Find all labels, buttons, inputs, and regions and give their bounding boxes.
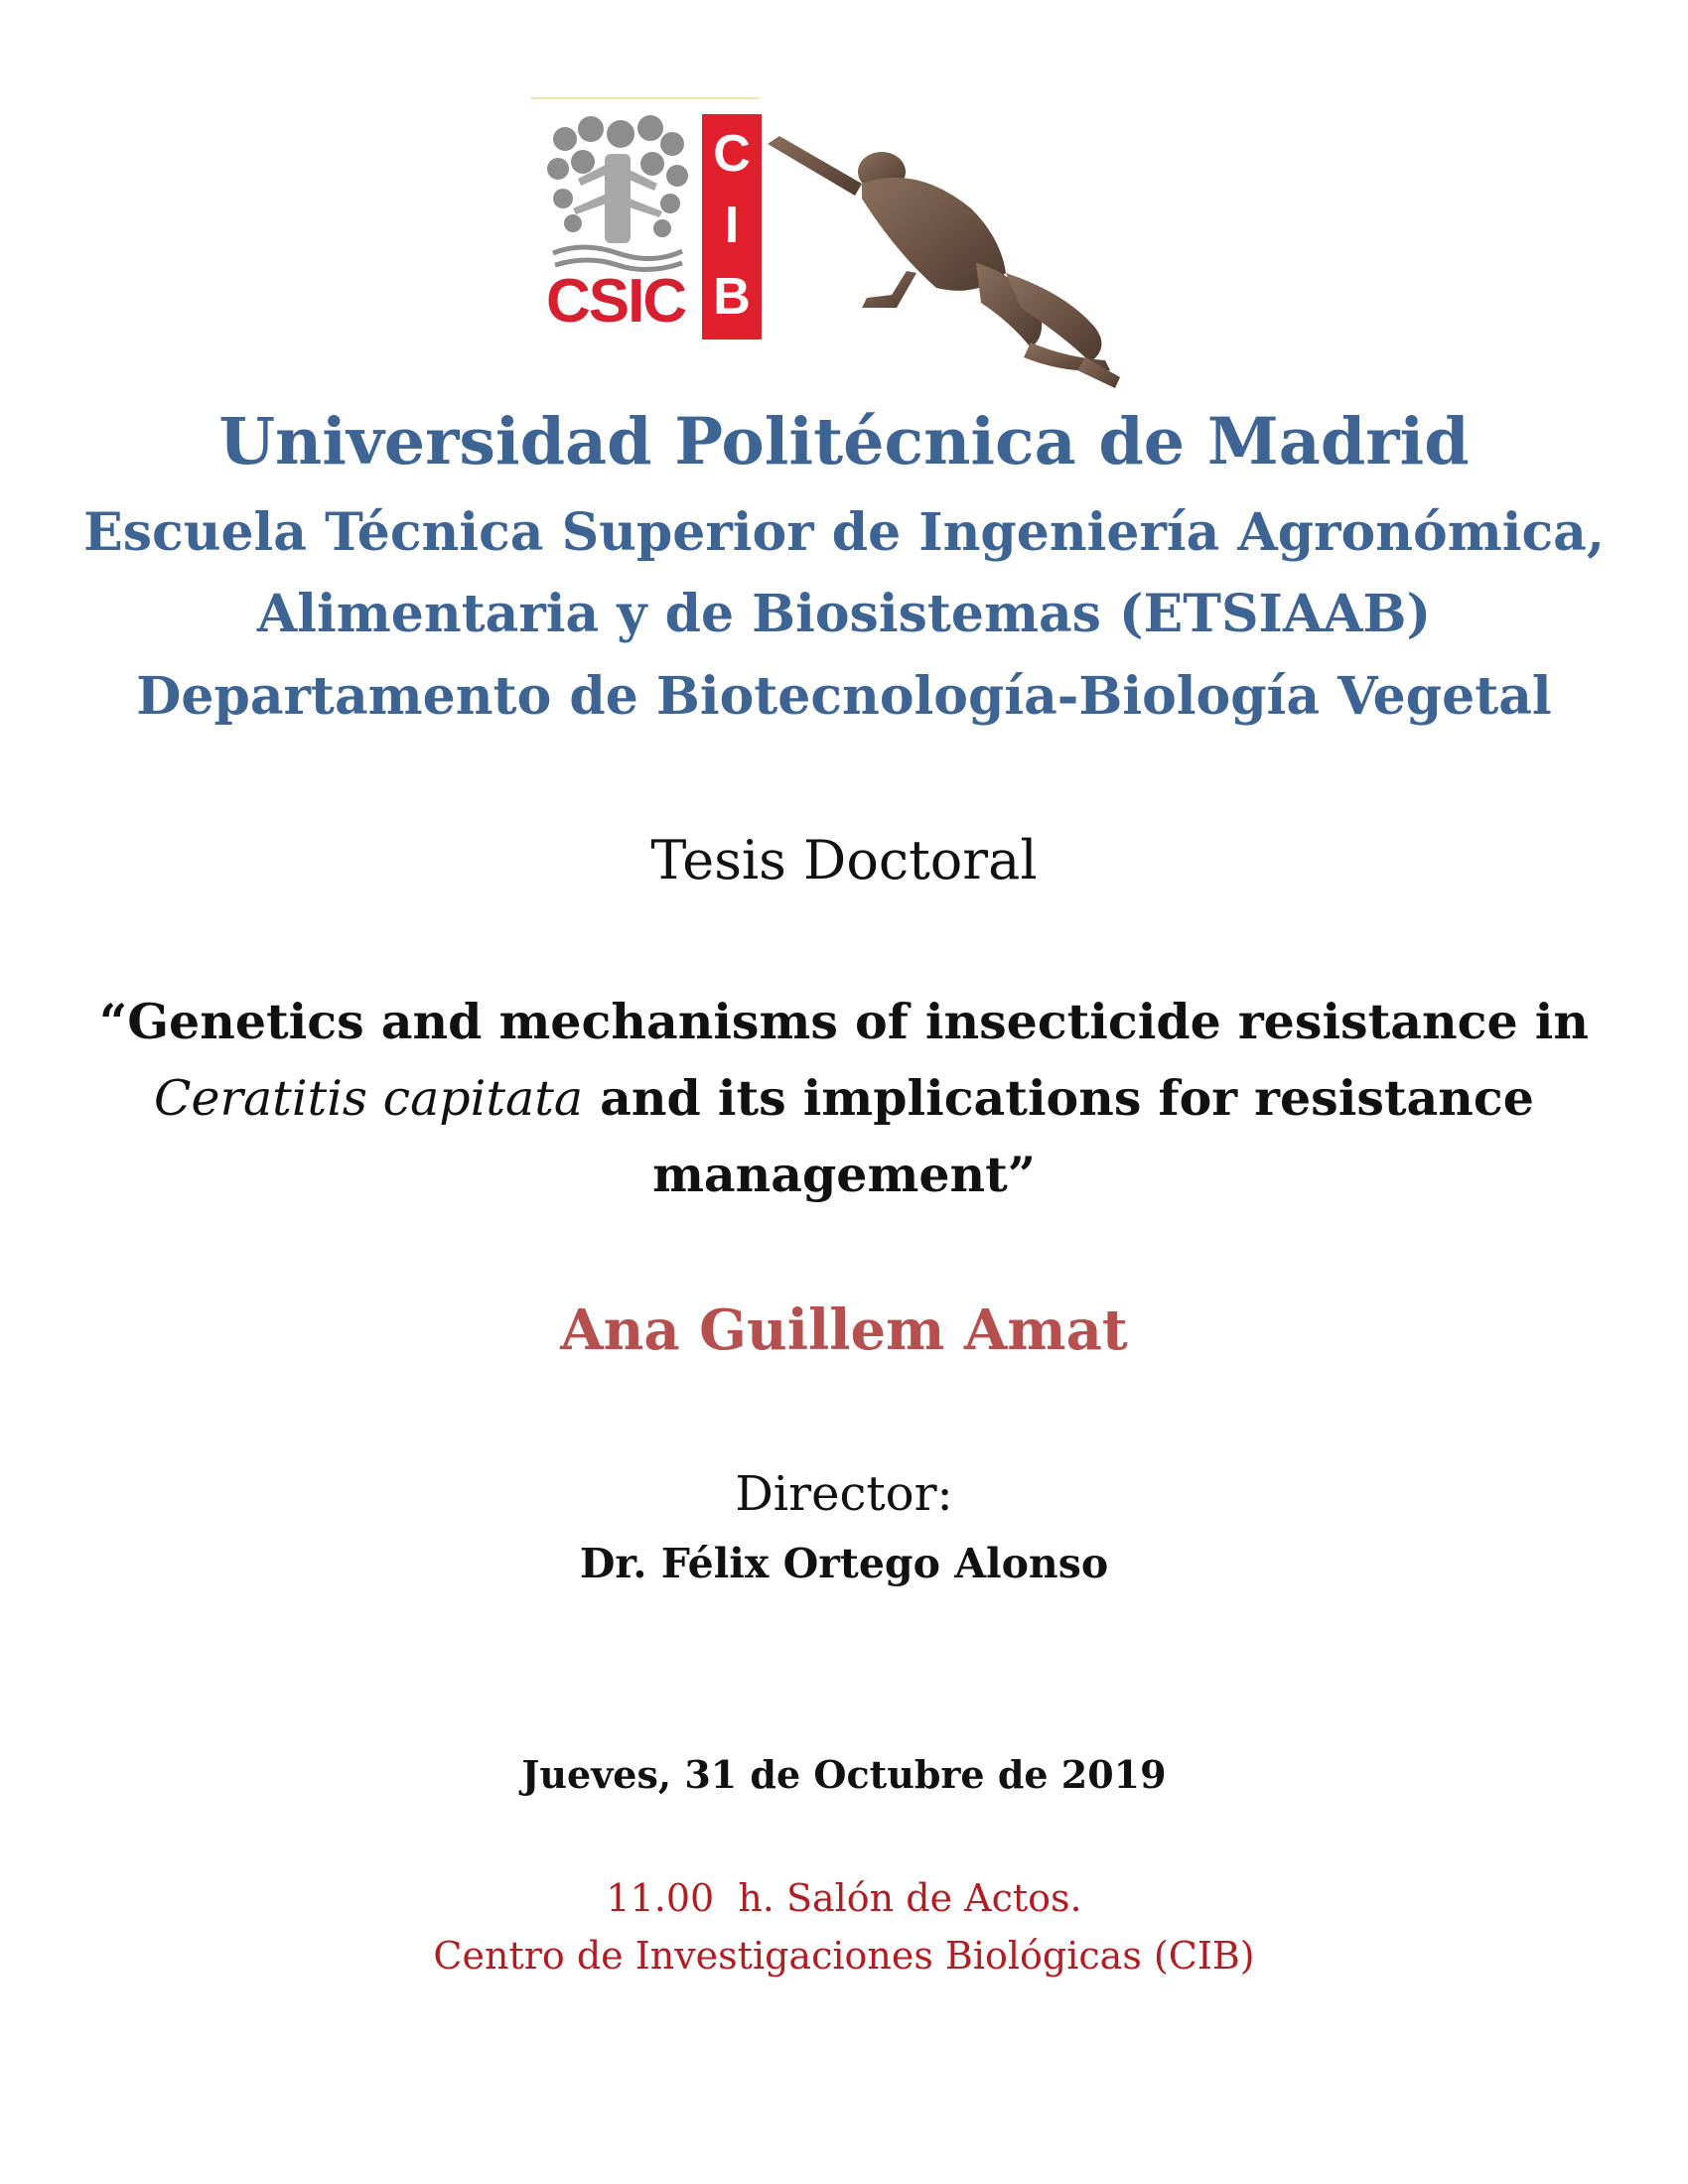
defense-time-place <box>0 1873 1688 1923</box>
csic-logo-text: CSIC <box>546 267 686 336</box>
defense-date: Jueves, 31 de Octubre de 2019 <box>521 1752 1167 1797</box>
cib-letter-i: I <box>724 197 740 254</box>
author-name: Ana Guillem Amat <box>560 1297 1128 1363</box>
director-label: Director: <box>735 1466 953 1522</box>
defense-venue: Centro de Investigaciones Biológicas (CIB) <box>433 1934 1255 1978</box>
species-name: Ceratitis capitata <box>154 1070 584 1127</box>
time-place-text: 11.00 h. Salón de Actos. <box>606 1876 1082 1920</box>
cib-letter-c: C <box>713 125 751 183</box>
thesis-title-line-2 <box>0 1067 1688 1130</box>
thesis-title-line-1: “Genetics and mechanisms of insecticide resistance in <box>99 993 1589 1050</box>
thesis-title-line-2-rest: and its implications for resistance <box>583 1069 1534 1127</box>
school-name-line-2: Alimentaria y de Biosistemas (ETSIAAB) <box>256 584 1432 644</box>
university-name: Universidad Politécnica de Madrid <box>218 404 1470 479</box>
csic-tree-icon <box>543 114 692 273</box>
school-name-line-1: Escuela Técnica Superior de Ingeniería Agronómica, <box>83 502 1605 563</box>
sculpture-figure-icon <box>768 124 1135 392</box>
logo-top-rule <box>531 97 760 99</box>
logo-header <box>531 94 1147 392</box>
cib-logo-bar <box>702 114 762 340</box>
thesis-title-line-3: management” <box>652 1146 1036 1203</box>
thesis-type: Tesis Doctoral <box>650 829 1038 891</box>
department-name: Departamento de Biotecnología-Biología Vegetal <box>136 666 1552 727</box>
cib-letter-b: B <box>713 268 751 326</box>
director-name: Dr. Félix Ortego Alonso <box>579 1540 1109 1587</box>
